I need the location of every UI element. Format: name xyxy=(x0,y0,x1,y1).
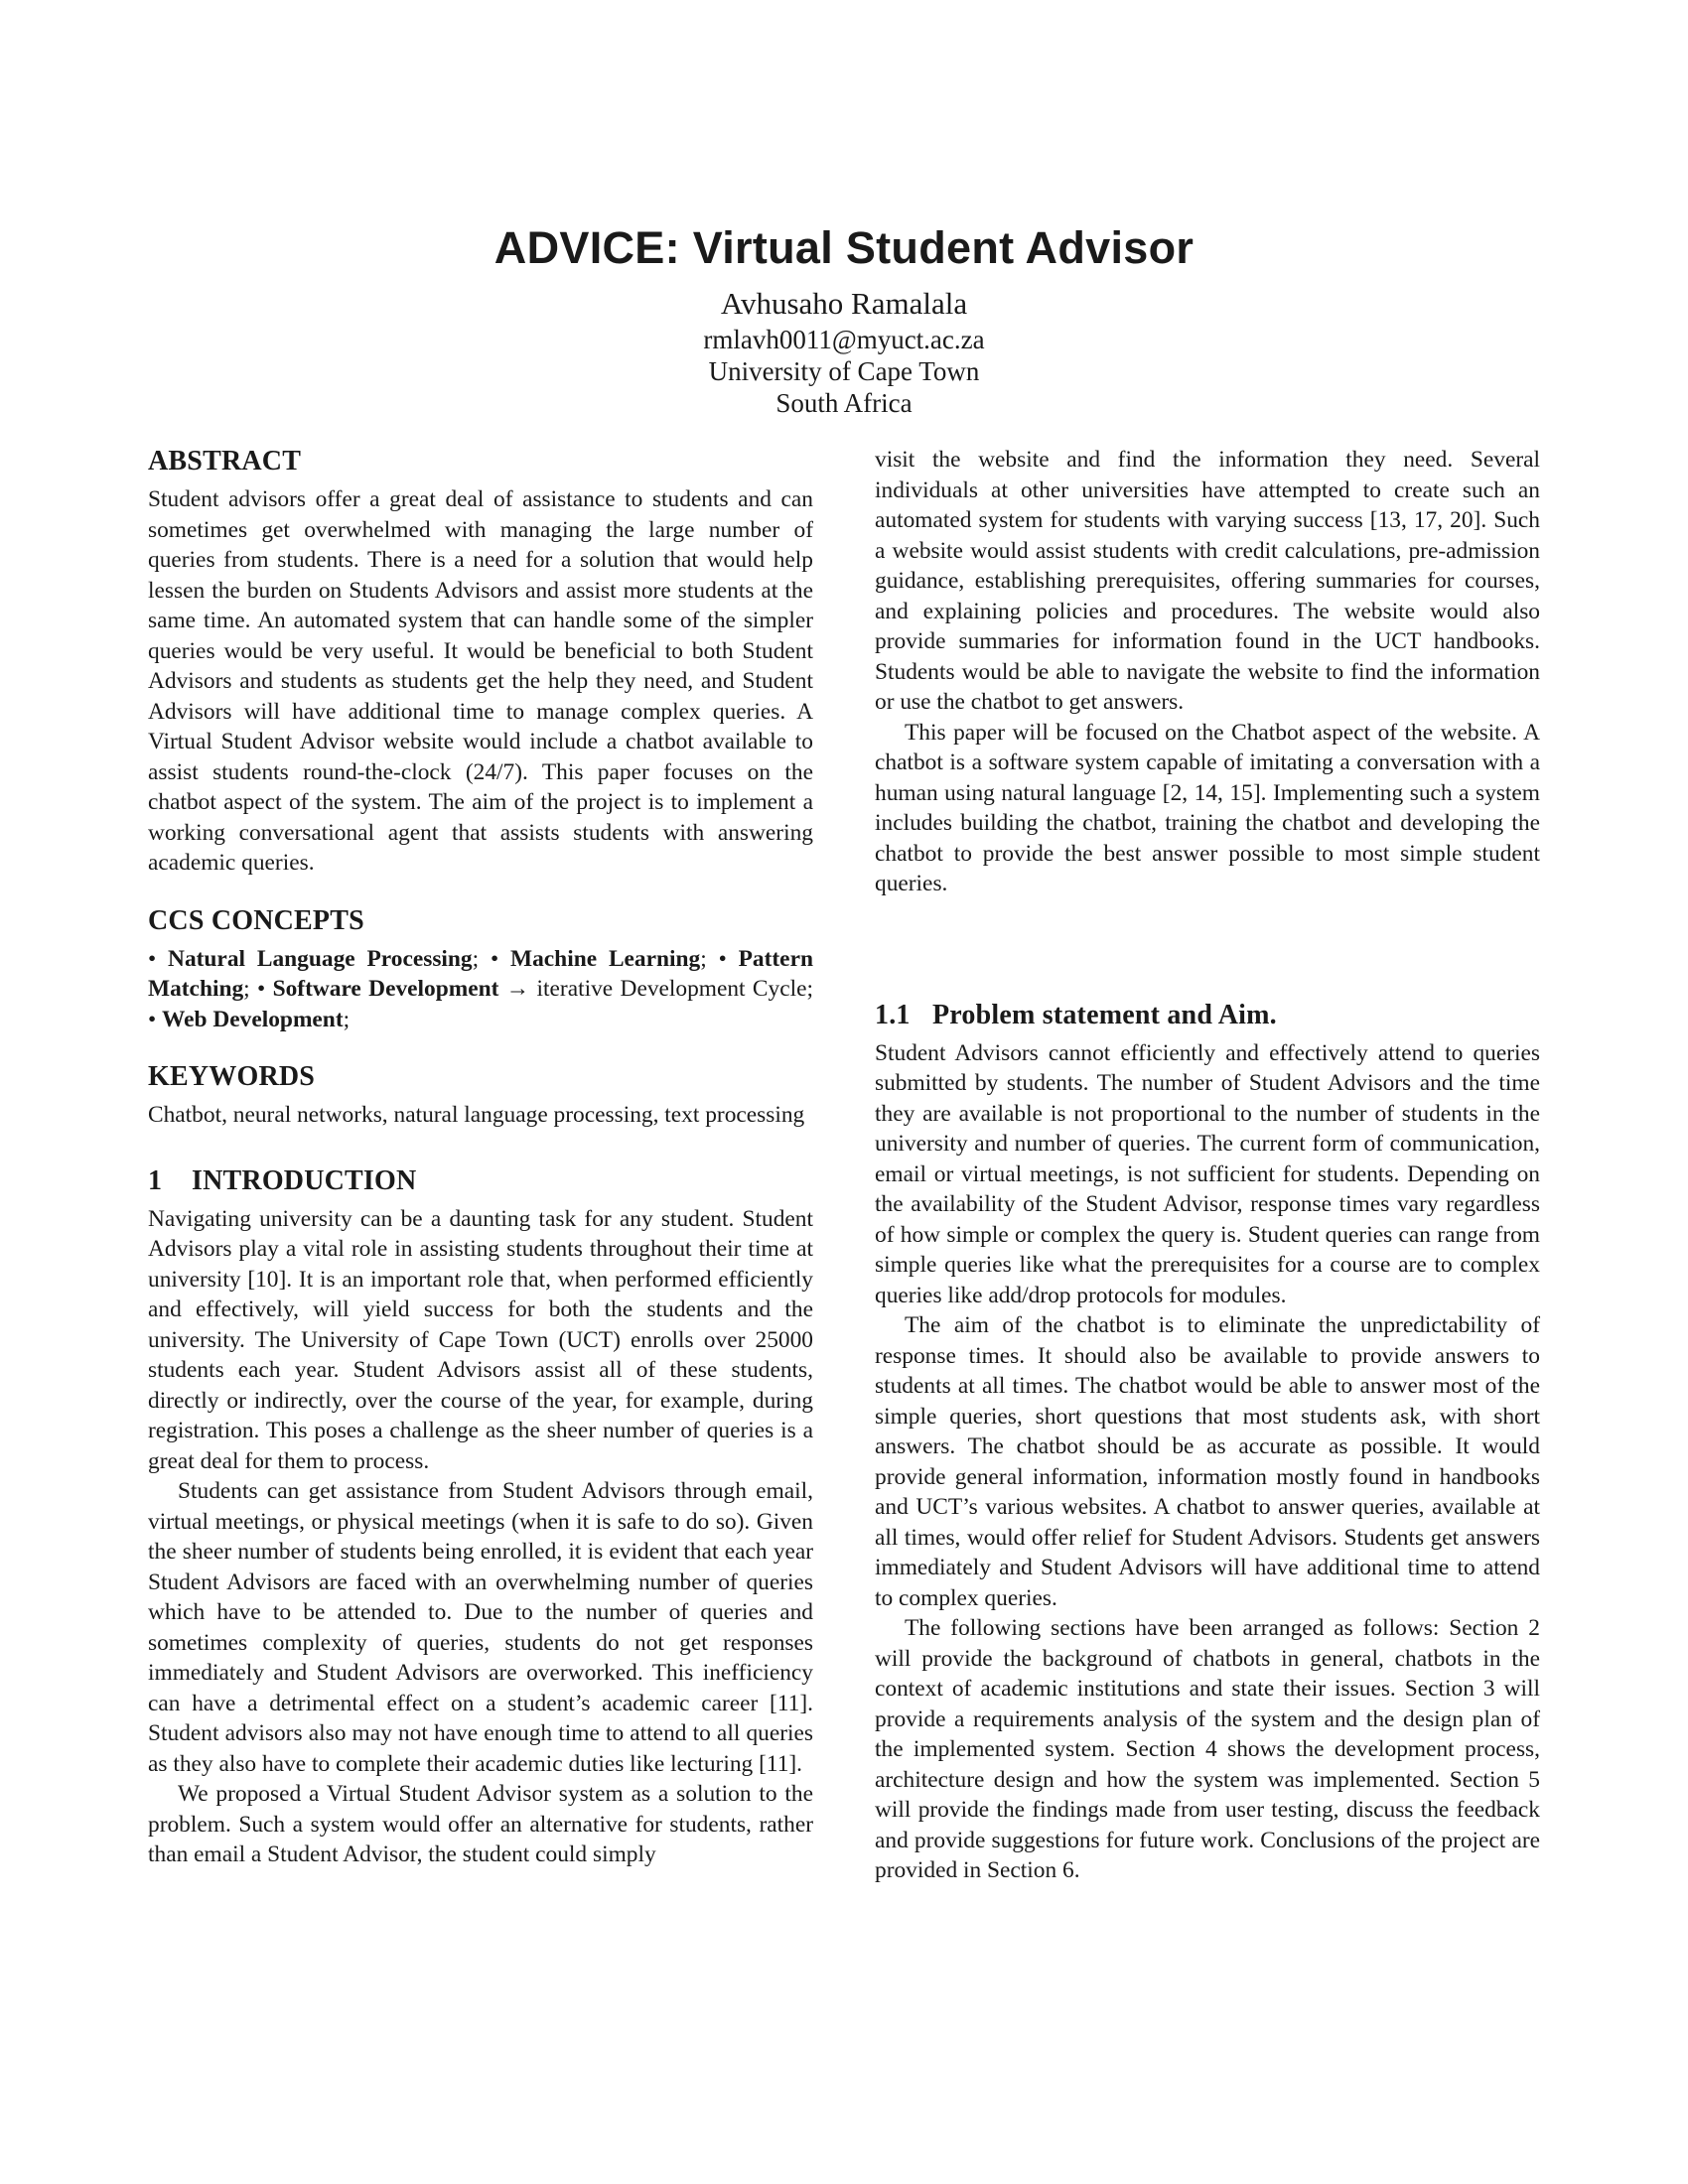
ccs-heading: CCS CONCEPTS xyxy=(148,904,364,936)
intro-section-number: 1 xyxy=(148,1164,163,1196)
abstract-heading: ABSTRACT xyxy=(148,446,302,477)
ccs-concept-pattern-matching: Pattern Matching xyxy=(148,945,813,1002)
author-institution: University of Cape Town xyxy=(708,356,980,386)
ccs-concept-software-dev-sub: iterative Development Cycle xyxy=(536,976,807,1002)
keywords-text: Chatbot, neural networks, natural language processing, text processing xyxy=(148,1102,805,1128)
ccs-concept-web-dev: Web Development xyxy=(162,1006,344,1032)
intro-paragraph-2: Students can get assistance from Student Advisors through email, virtual meetings, or physical meetings (when it is safe to do so). Given the sheer number of students being enrolled, it is evident that each year Student Advisors are faced with an overwhelming number of queries which have to be attended to. Due to the number of queries and sometimes complexity of queries, students do not get responses immediately and Student Advisors are overworked. This inefficiency can have a detrimental effect on a student’s academic career [11]. Student advisors also may not have enough time to attend to all queries as they also have to complete their academic duties like lecturing [11]. xyxy=(148,1478,813,1777)
intro-section-title: INTRODUCTION xyxy=(192,1164,417,1196)
problem-section-number: 1.1 xyxy=(875,999,911,1030)
paper-title: ADVICE: Virtual Student Advisor xyxy=(493,222,1195,273)
author-email: rmlavh0011@myuct.ac.za xyxy=(703,325,985,354)
ccs-concepts: • Natural Language Processing; • Machine Learning; • Pattern Matching; • Software Development → iterative Development Cycle; • Web Development; xyxy=(148,945,813,1032)
author-country: South Africa xyxy=(775,388,913,418)
problem-paragraph-2: The aim of the chatbot is to eliminate the unpredictability of response times. It should also be available to provide answers to students at all times. The chatbot would be able to answer most of the simple queries, short questions that most students ask, with short answers. The chatbot should be as accurate as possible. It would provide general information, information mostly found in handbooks and UCT’s various websites. A chatbot to answer queries, available at all times, would offer relief for Student Advisors. Students get answers immediately and Student Advisors will have additional time to attend to complex queries. xyxy=(875,1312,1540,1611)
problem-paragraph-1: Student Advisors cannot efficiently and effectively attend to queries submitted by students. The number of Student Advisors and the time they are available is not proportional to the number of students in the university and number of queries. The current form of communication, email or virtual meetings, is not sufficient for students. Depending on the availability of the Student Advisor, response times vary regardless of how simple or complex the query is. Student queries can range from simple queries like what the prerequisites for a course are to complex queries like add/drop protocols for modules. xyxy=(875,1039,1540,1308)
intro-paragraph-1: Navigating university can be a daunting task for any student. Student Advisors play a vital role in assisting students throughout their time at university [10]. It is an important role that, when performed efficiently and effectively, will yield success for both the students and the university. The University of Cape Town (UCT) enrolls over 25000 students each year. Student Advisors assist all of these students, directly or indirectly, over the course of the year, for example, during registration. This poses a challenge as the sheer number of queries is a great deal for them to process. xyxy=(148,1205,813,1474)
intro-paragraph-4: This paper will be focused on the Chatbot aspect of the website. A chatbot is a software system capable of imitating a conversation with a human using natural language [2, 14, 15]. Implementing such a system includes building the chatbot, training the chatbot and developing the chatbot to provide the best answer possible to most simple student queries. xyxy=(875,719,1540,896)
abstract-text: Student advisors offer a great deal of assistance to students and can sometimes get overwhelmed with managing the large number of queries from students. There is a need for a solution that would help lessen the burden on Students Advisors and assist more students at the same time. An automated system that can handle some of the simpler queries would be very useful. It would be beneficial to both Student Advisors and students as students get the help they need, and Student Advisors will have additional time to manage complex queries. A Virtual Student Advisor website would include a chatbot available to assist students round-the-clock (24/7). This paper focuses on the chatbot aspect of the system. The aim of the project is to implement a working conversational agent that assists students with answering academic queries. xyxy=(148,486,813,876)
problem-section-title: Problem statement and Aim. xyxy=(932,999,1277,1030)
problem-heading xyxy=(875,999,1540,1032)
paper-header xyxy=(0,220,1688,419)
keywords-heading: KEYWORDS xyxy=(148,1061,316,1092)
left-column xyxy=(148,445,813,1870)
intro-paragraph-3: We proposed a Virtual Student Advisor system as a solution to the problem. Such a system would offer an alternative for students, rather than email a Student Advisor, the student could simply xyxy=(148,1781,813,1867)
author-name: Avhusaho Ramalala xyxy=(720,286,968,321)
problem-paragraph-3: The following sections have been arranged as follows: Section 2 will provide the background of chatbots in general, chatbots in the context of academic institutions and state their issues. Section 3 will provide a requirements analysis of the system and the design plan of the implemented system. Section 4 shows the development process, architecture design and how the system was implemented. Section 5 will provide the findings made from user testing, discuss the feedback and provide suggestions for future work. Conclusions of the project are provided in Section 6. xyxy=(875,1615,1540,1883)
ccs-concept-software-dev: Software Development xyxy=(272,976,499,1002)
intro-paragraph-3-continued: visit the website and find the information they need. Several individuals at other universities have attempted to create such an automated system for students with varying success [13, 17, 20]. Such a website would assist students with credit calculations, pre-admission guidance, establishing prerequisites, offering summaries for courses, and explaining policies and procedures. The website would also provide summaries for information found in the UCT handbooks. Students would be able to navigate the website to find the information or use the chatbot to get answers. xyxy=(875,447,1540,715)
intro-heading xyxy=(148,1164,813,1198)
ccs-concept-nlp: Natural Language Processing xyxy=(168,945,473,972)
right-column xyxy=(875,445,1540,1886)
ccs-concept-ml: Machine Learning xyxy=(510,945,701,972)
